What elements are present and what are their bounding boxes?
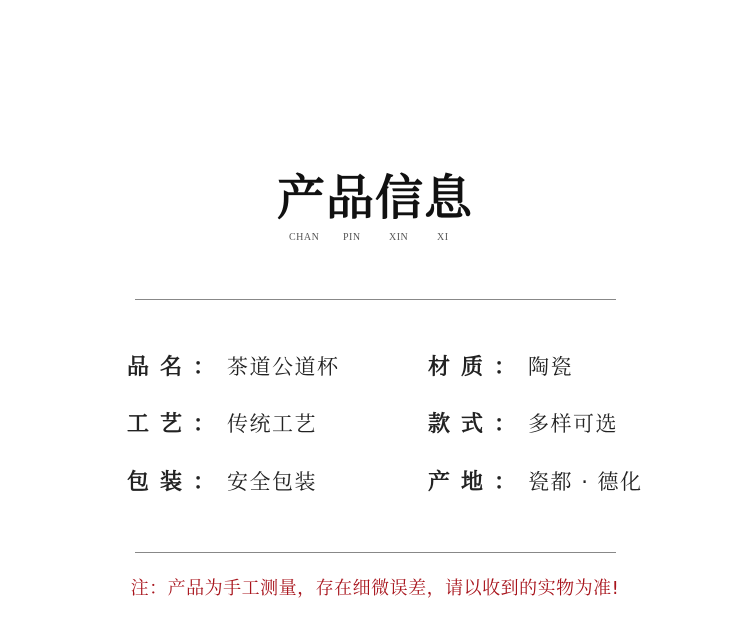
spec-label: 工艺 bbox=[127, 412, 194, 437]
spec-colon: ： bbox=[193, 355, 216, 380]
spec-colon: ： bbox=[494, 412, 517, 437]
spec-origin bbox=[428, 467, 643, 497]
spec-value: 多样可选 bbox=[528, 412, 619, 436]
spec-value: 瓷都 · 德化 bbox=[528, 470, 643, 494]
pinyin-syllable: XIN bbox=[389, 232, 409, 243]
spec-colon: ： bbox=[494, 355, 517, 380]
top-divider bbox=[135, 299, 616, 300]
spec-name bbox=[127, 352, 340, 382]
spec-material bbox=[428, 352, 573, 382]
disclaimer-note: 注：产品为手工测量，存在细微误差，请以收到的实物为准! bbox=[130, 578, 620, 599]
title-pinyin bbox=[0, 232, 750, 246]
page-title: 产品信息 bbox=[276, 170, 473, 226]
spec-colon: ： bbox=[193, 470, 216, 495]
spec-label: 产地 bbox=[428, 470, 495, 495]
spec-style bbox=[428, 409, 618, 439]
spec-craft bbox=[127, 409, 317, 439]
spec-label: 包装 bbox=[127, 470, 194, 495]
spec-label: 款式 bbox=[428, 412, 495, 437]
spec-label: 品名 bbox=[127, 355, 194, 380]
pinyin-syllable: XI bbox=[437, 232, 449, 243]
spec-packaging bbox=[127, 467, 317, 497]
bottom-divider bbox=[135, 552, 616, 553]
spec-value: 陶瓷 bbox=[528, 355, 574, 379]
spec-colon: ： bbox=[494, 470, 517, 495]
pinyin-syllable: CHAN bbox=[289, 232, 320, 243]
spec-label: 材质 bbox=[428, 355, 495, 380]
spec-value: 安全包装 bbox=[227, 470, 318, 494]
pinyin-syllable: PIN bbox=[343, 232, 361, 243]
spec-value: 茶道公道杯 bbox=[227, 355, 340, 379]
spec-colon: ： bbox=[193, 412, 216, 437]
spec-value: 传统工艺 bbox=[227, 412, 318, 436]
